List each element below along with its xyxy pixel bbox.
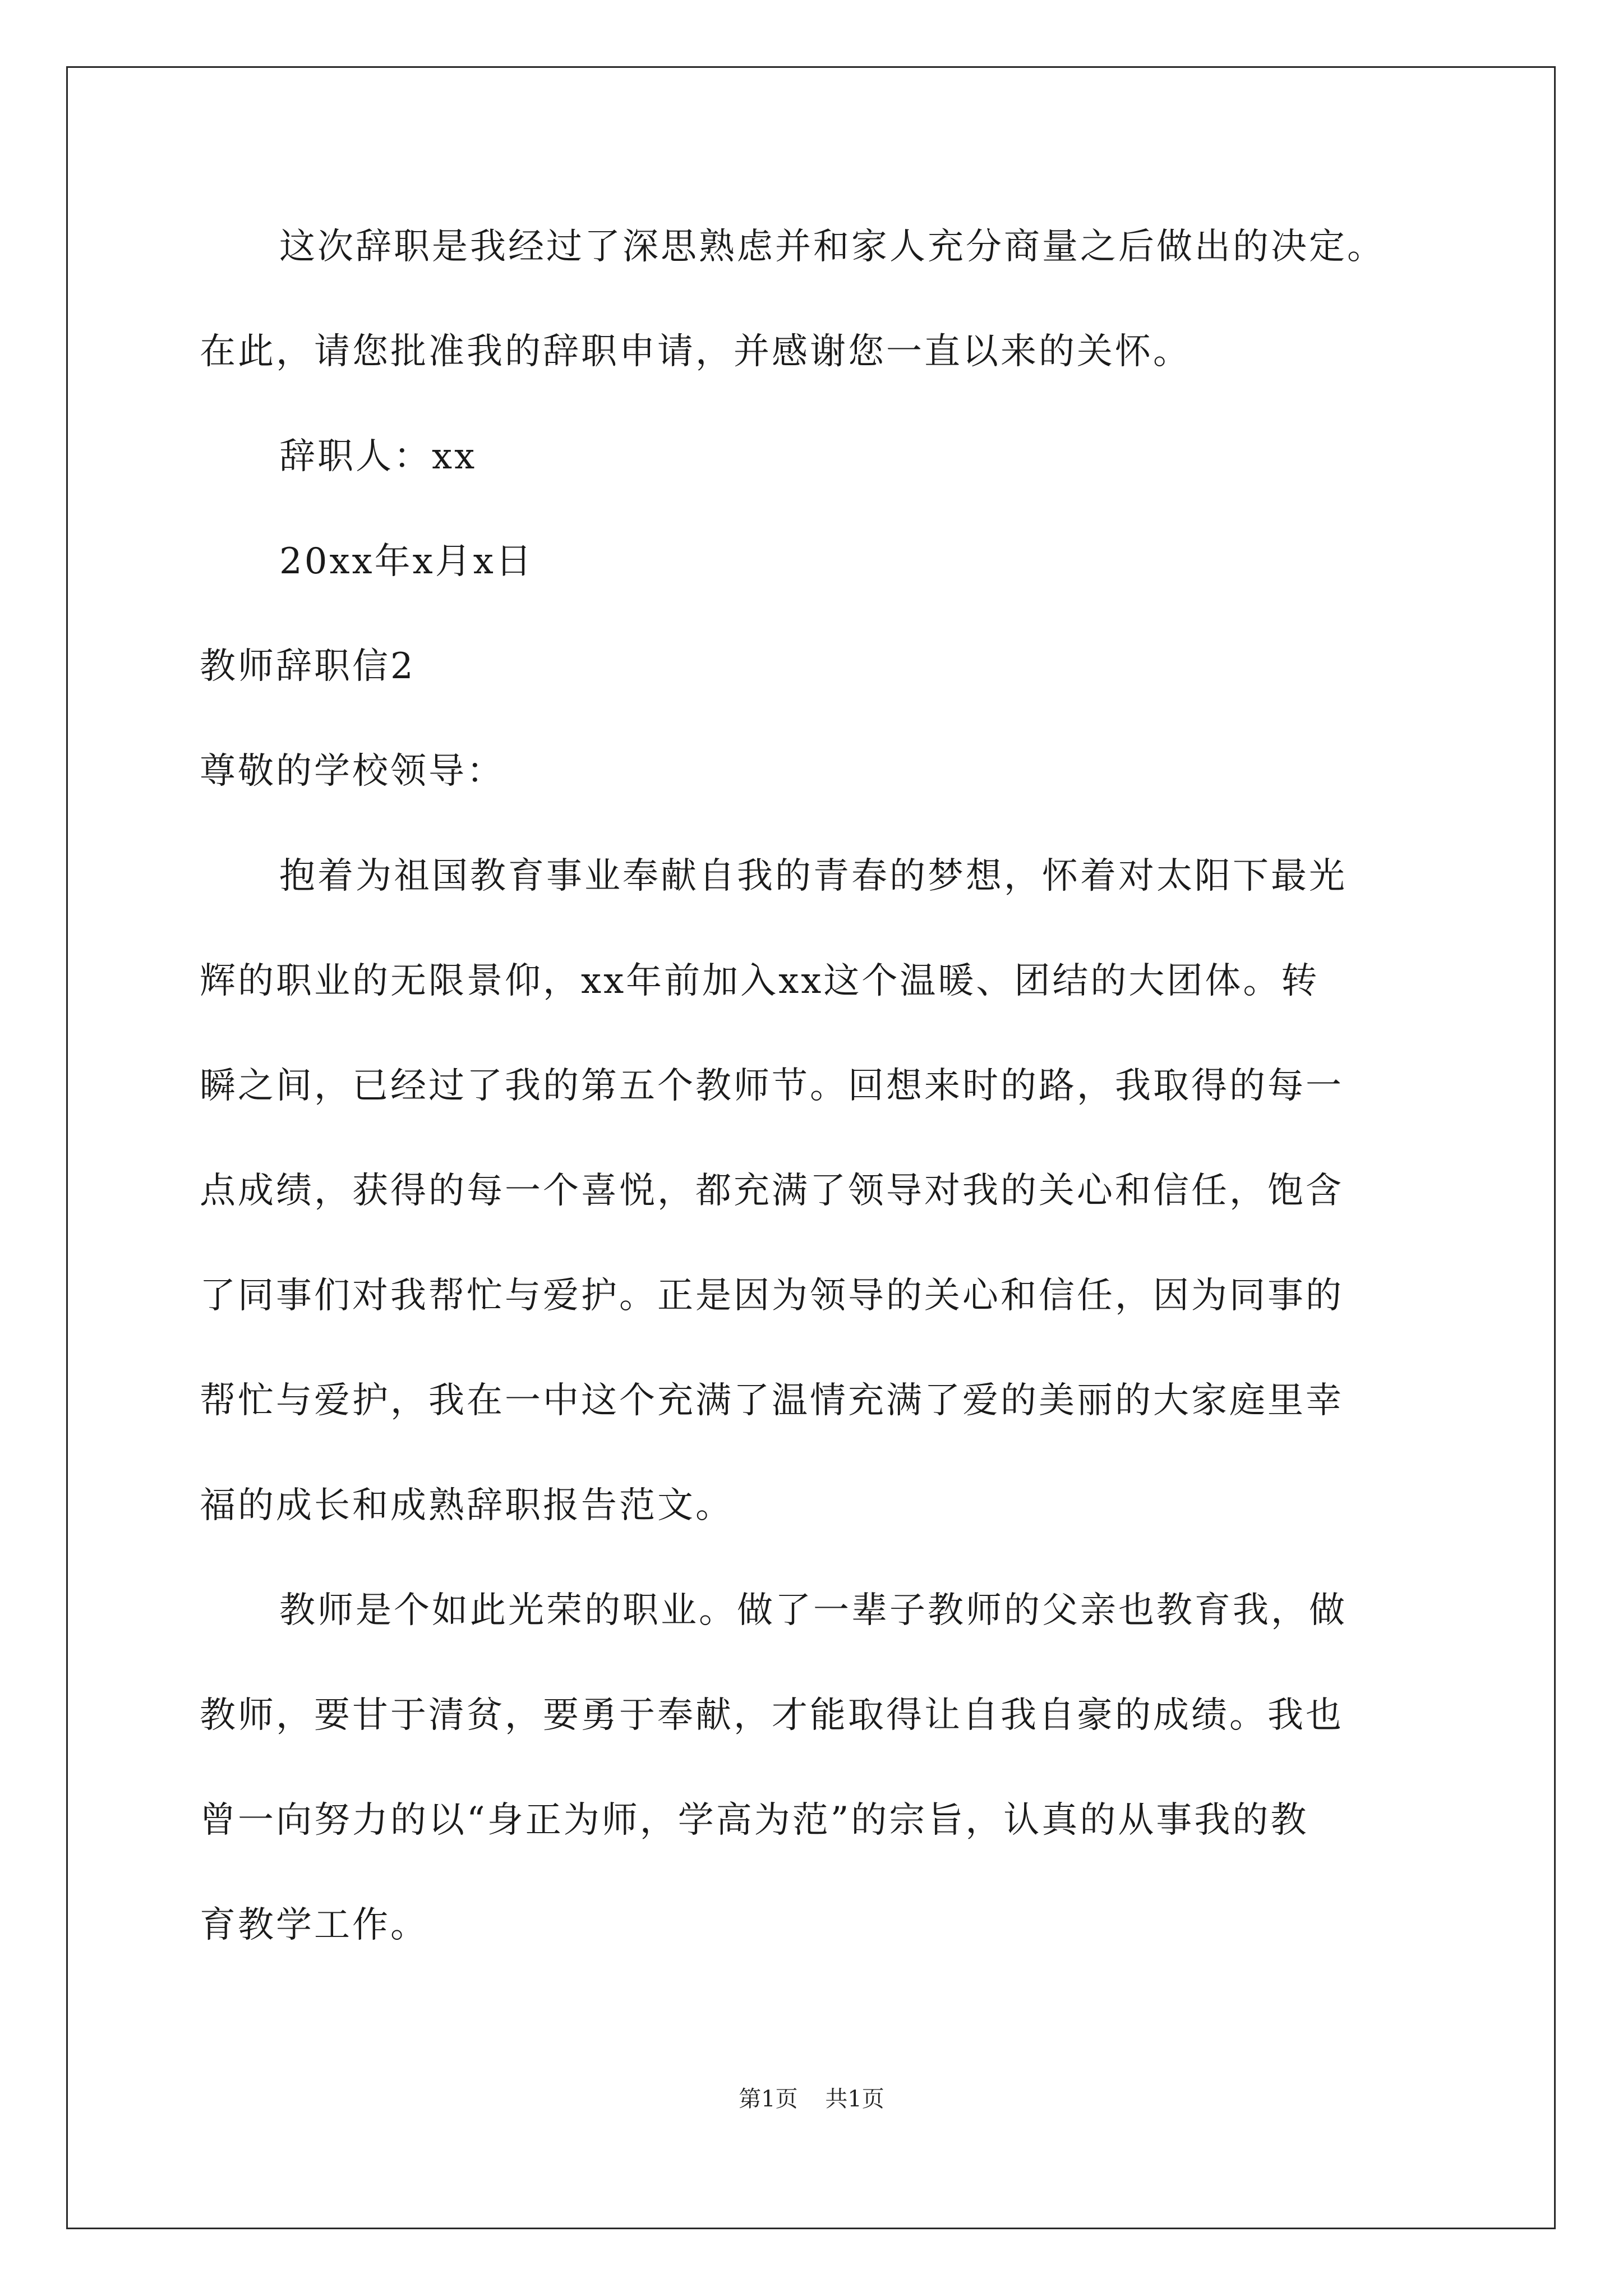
date-line: 20xx年x月x日: [279, 541, 534, 582]
text-line: 福的成长和成熟辞职报告范文。: [200, 1485, 734, 1526]
text-line: 曾一向努力的以“身正为师，学高为范”的宗旨，认真的从事我的教: [200, 1800, 1309, 1841]
text-line: 瞬之间，已经过了我的第五个教师节。回想来时的路，我取得的每一: [200, 1065, 1344, 1107]
section-title: 教师辞职信2: [200, 646, 416, 687]
text-line: 抱着为祖国教育事业奉献自我的青春的梦想，怀着对太阳下最光: [279, 855, 1347, 897]
text-line: 教师是个如此光荣的职业。做了一辈子教师的父亲也教育我，做: [279, 1590, 1347, 1631]
salutation: 尊敬的学校领导：: [200, 751, 505, 792]
text-line: 育教学工作。: [200, 1904, 428, 1946]
text-line: 教师，要甘于清贫，要勇于奉献，才能取得让自我自豪的成绩。我也: [200, 1695, 1344, 1736]
page-total: 共1页: [825, 2086, 884, 2112]
text-line: 在此，请您批准我的辞职申请，并感谢您一直以来的关怀。: [200, 331, 1191, 372]
page-footer: [0, 2082, 1623, 2116]
text-line: 帮忙与爱护，我在一中这个充满了温情充满了爱的美丽的大家庭里幸: [200, 1380, 1344, 1421]
document-body: [200, 213, 1450, 1996]
signature-line: 辞职人：xx: [279, 436, 477, 477]
text-line: 辉的职业的无限景仰，xx年前加入xx这个温暖、团结的大团体。转: [200, 960, 1320, 1002]
text-line: 了同事们对我帮忙与爱护。正是因为领导的关心和信任，因为同事的: [200, 1275, 1344, 1317]
page-number: 第1页: [739, 2086, 798, 2112]
text-line: 这次辞职是我经过了深思熟虑并和家人充分商量之后做出的决定。: [279, 226, 1385, 268]
text-line: 点成绩，获得的每一个喜悦，都充满了领导对我的关心和信任，饱含: [200, 1170, 1344, 1212]
